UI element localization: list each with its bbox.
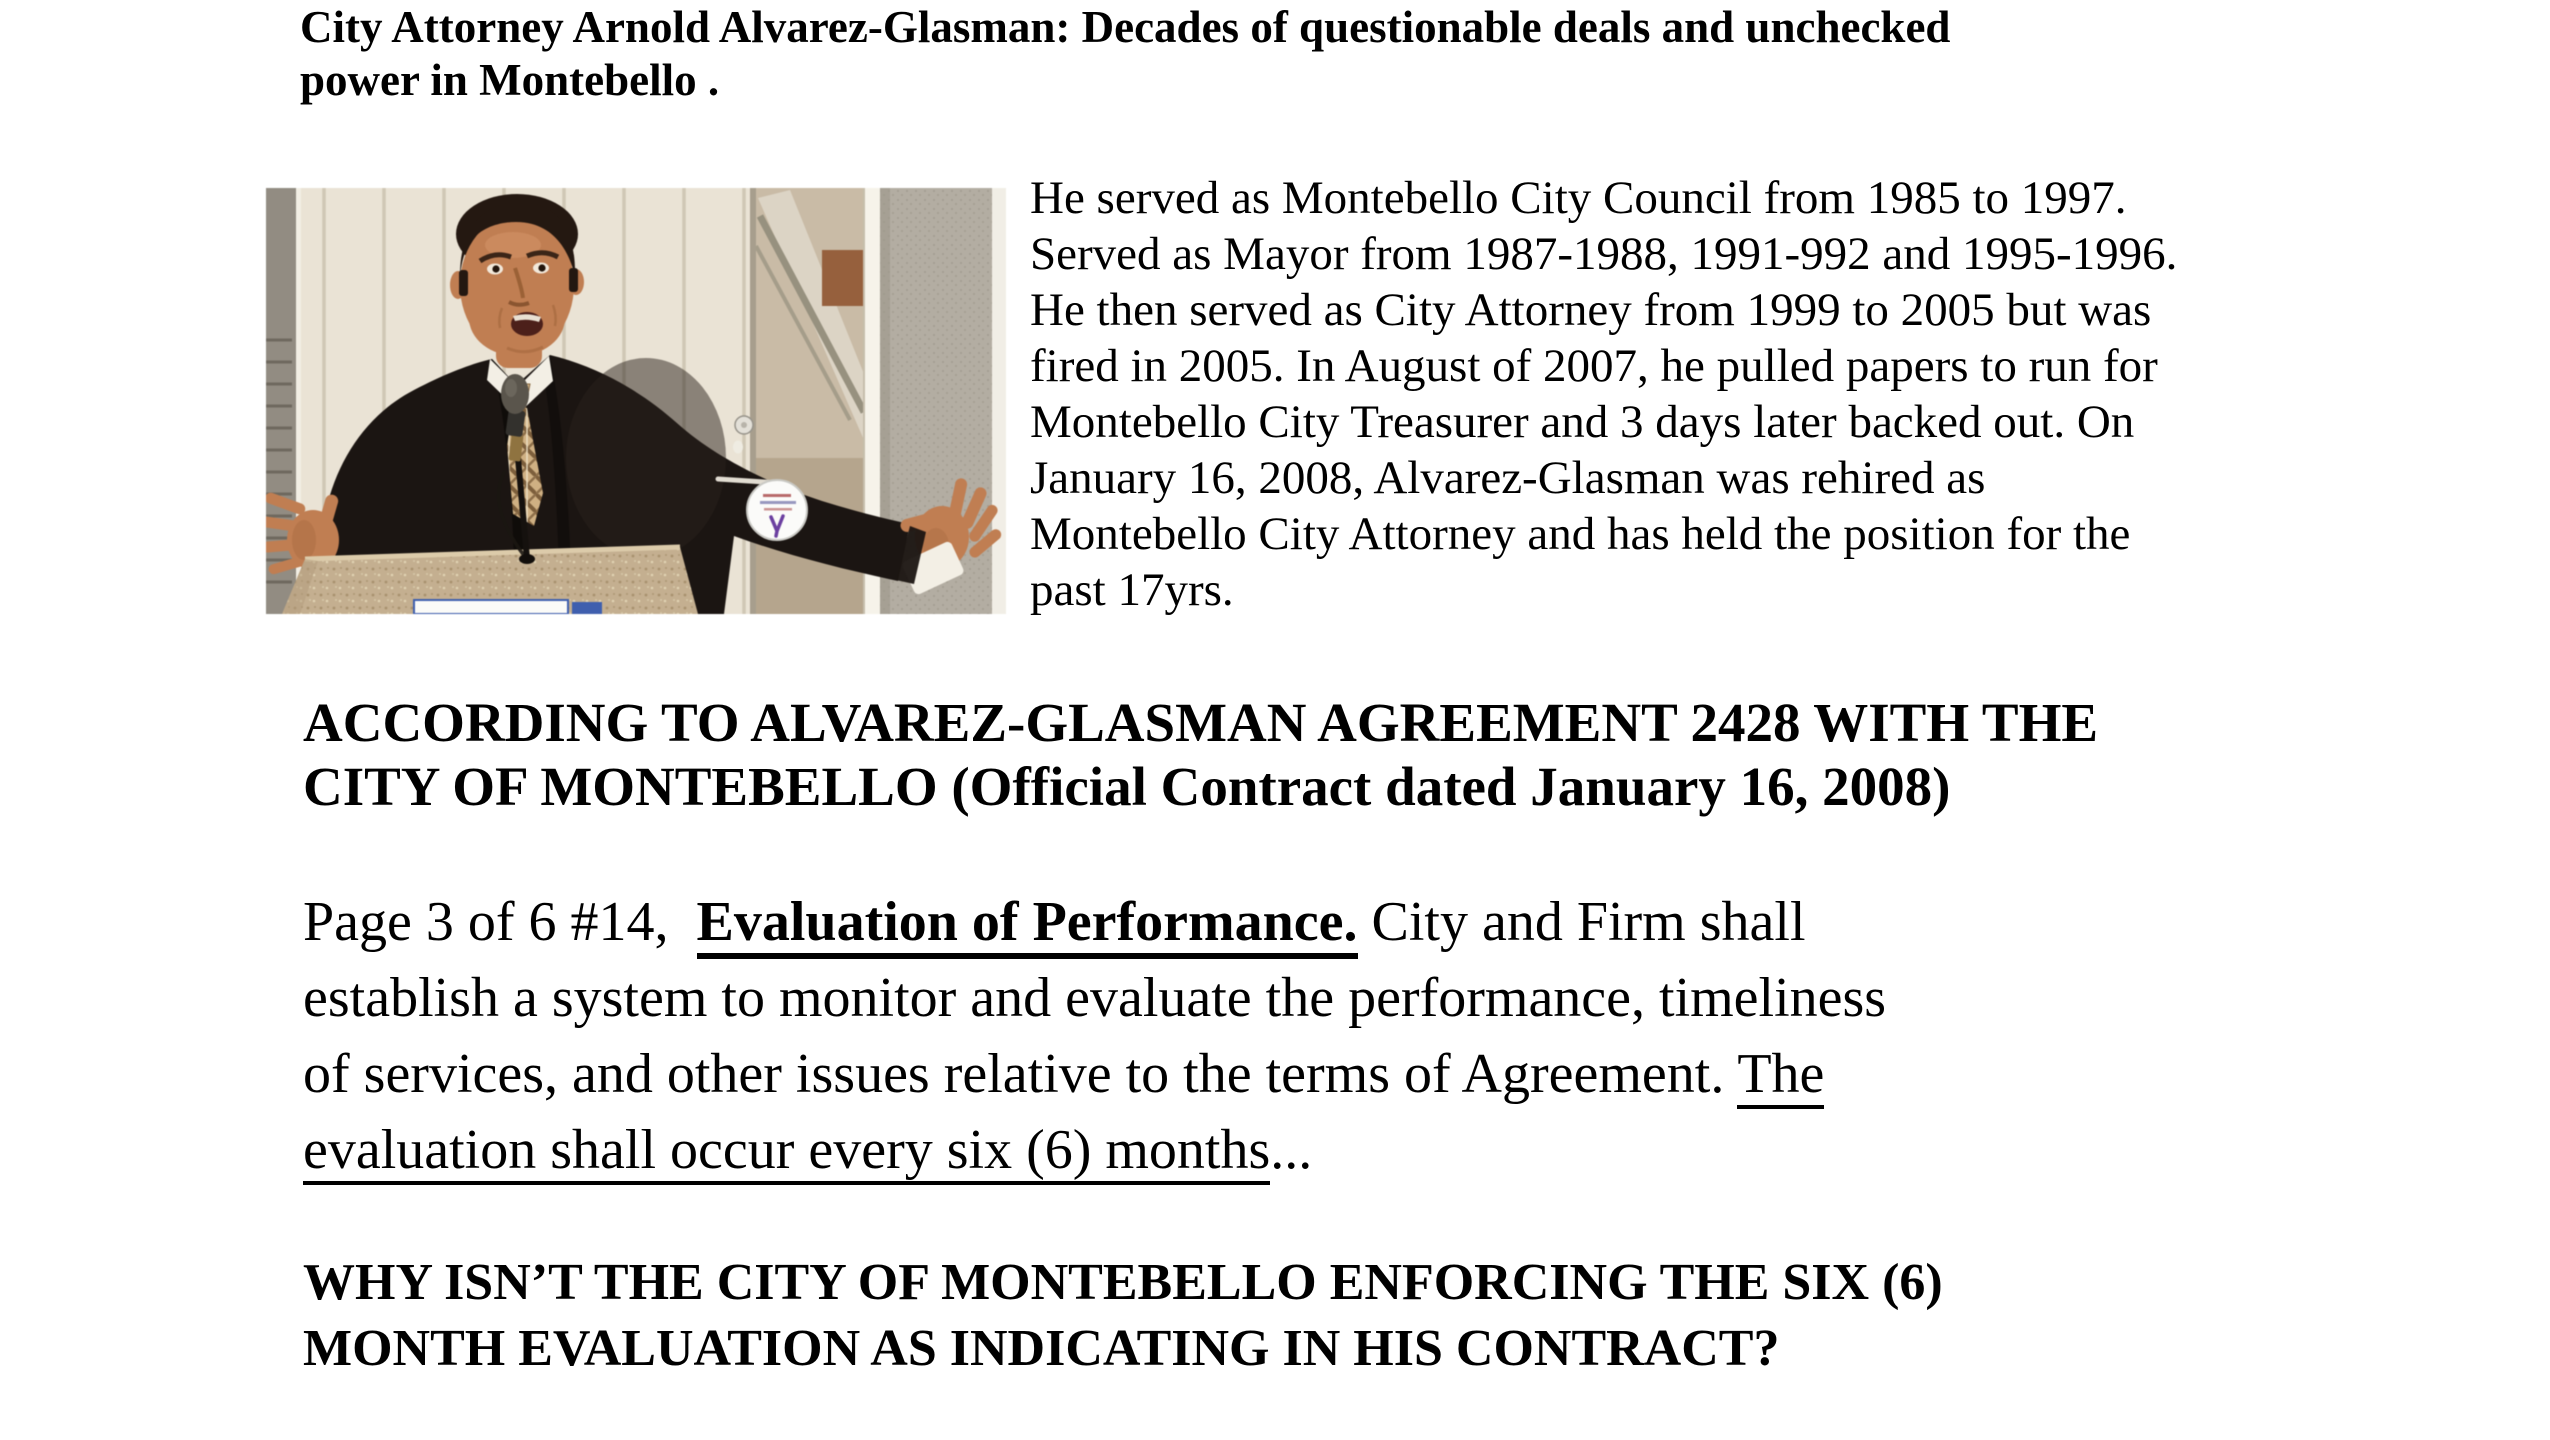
bio-line: He then served as City Attorney from 1999 to 2005 but was <box>1030 284 2152 336</box>
question-heading-line-1: WHY ISN’T THE CITY OF MONTEBELLO ENFORCING THE SIX (6) <box>303 1254 1943 1311</box>
headline-line-2: power in Montebello . <box>300 55 720 105</box>
question-heading-line-2: MONTH EVALUATION AS INDICATING IN HIS CONTRACT? <box>303 1320 1780 1377</box>
agreement-heading-line-2: CITY OF MONTEBELLO (Official Contract dated January 16, 2008) <box>303 756 1951 817</box>
clause-emphasis: Evaluation of Performance. <box>697 891 1358 959</box>
agreement-heading-line-1: ACCORDING TO ALVAREZ-GLASMAN AGREEMENT 2428 WITH THE <box>303 692 2099 753</box>
clause-ellipsis: ... <box>1270 1119 1313 1181</box>
speaker-photo <box>266 188 1006 614</box>
bio-line: Montebello City Treasurer and 3 days later backed out. On <box>1030 396 2135 448</box>
bio-paragraph <box>1030 170 2177 618</box>
bio-line: Montebello City Attorney and has held the position for the <box>1030 508 2131 560</box>
podium-sign <box>414 600 568 614</box>
clause-suffix: City and Firm shall <box>1357 891 1806 953</box>
bio-line: He served as Montebello City Council from 1985 to 1997. <box>1030 172 2127 224</box>
bio-line: January 16, 2008, Alvarez-Glasman was rehired as <box>1030 452 1986 504</box>
clause-prefix: Page 3 of 6 #14, <box>303 891 697 953</box>
speaker-photo-svg <box>266 188 1006 614</box>
agreement-heading <box>303 691 2098 819</box>
clause-line-3 <box>303 1036 1886 1112</box>
headline-line-1: City Attorney Arnold Alvarez-Glasman: Decades of questionable deals and unchecked <box>300 2 1951 52</box>
question-heading <box>303 1250 1943 1382</box>
podium <box>282 547 698 614</box>
clause-line-3-underlined: The <box>1737 1043 1824 1109</box>
clause-line-3-text: of services, and other issues relative to the terms of Agreement. <box>303 1043 1738 1105</box>
contract-clause <box>303 884 1886 1188</box>
clause-line-4 <box>303 1112 1886 1188</box>
clause-line-1 <box>303 884 1886 960</box>
bio-line: fired in 2005. In August of 2007, he pulled papers to run for <box>1030 340 2158 392</box>
headline <box>300 1 1950 107</box>
bio-line: Served as Mayor from 1987-1988, 1991-992 and 1995-1996. <box>1030 228 2178 280</box>
clause-line-4-underlined: evaluation shall occur every six (6) months <box>303 1119 1270 1185</box>
bio-line: past 17yrs. <box>1030 564 1234 616</box>
clause-line-2: establish a system to monitor and evaluate the performance, timeliness <box>303 967 1887 1029</box>
